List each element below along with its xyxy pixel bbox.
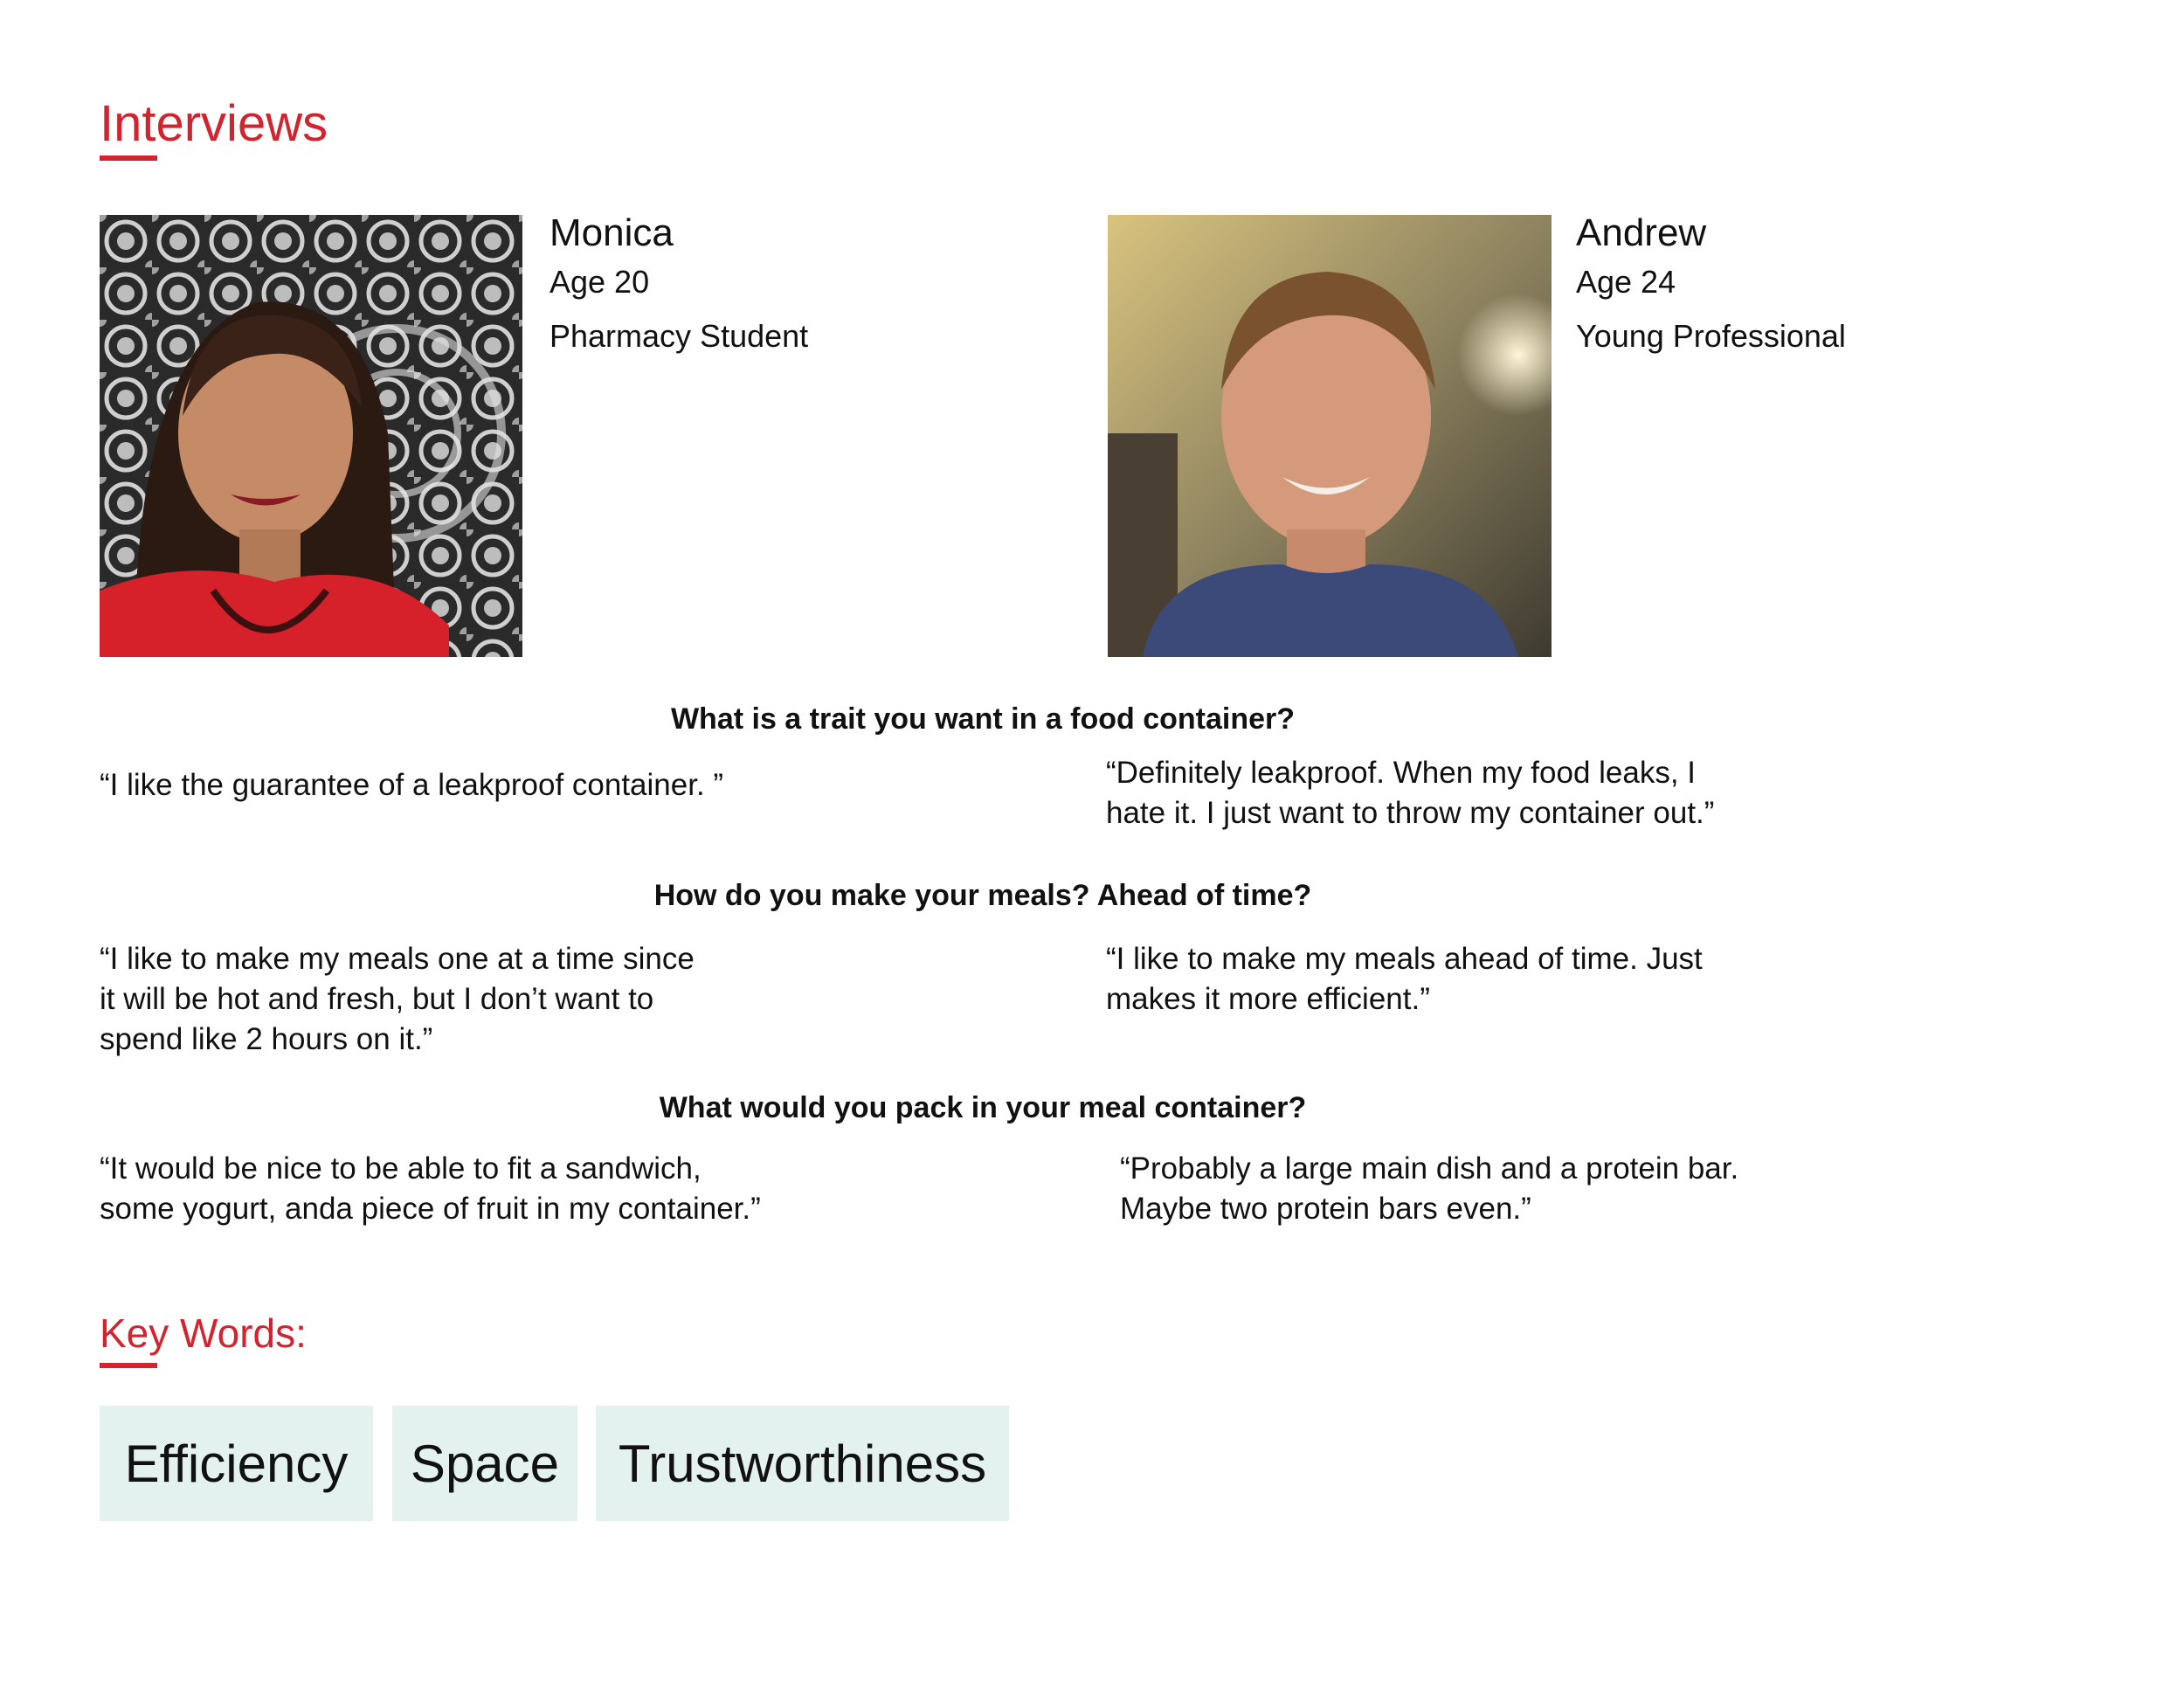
andrew-answer-2: “I like to make my meals ahead of time. Just makes it more efficient.” (1106, 942, 1703, 1016)
monica-answer-2: “I like to make my meals one at a time since it will be hot and fresh, but I don’t want to spend like 2 hours on it.” (100, 942, 695, 1056)
keyword-chip-space: Space (392, 1406, 577, 1521)
andrew-photo (1108, 215, 1552, 657)
monica-answer-3: “It would be nice to be able to fit a sandwich, some yogurt, anda piece of fruit in my container.” (100, 1151, 761, 1226)
andrew-answer-1: “Definitely leakproof. When my food leaks, I hate it. I just want to throw my container out.” (1106, 756, 1715, 830)
andrew-answer-3: “Probably a large main dish and a protein bar. Maybe two protein bars even.” (1120, 1151, 1739, 1226)
question-2: How do you make your meals? Ahead of time? (653, 879, 1312, 912)
keywords-underline (100, 1363, 157, 1368)
portrait-photo-icon (1108, 215, 1552, 657)
monica-age: Age 20 (549, 264, 650, 300)
andrew-occupation: Young Professional (1576, 318, 1846, 354)
keyword-chip-trustworthiness: Trustworthiness (596, 1406, 1009, 1521)
question-1: What is a trait you want in a food container? (670, 702, 1296, 736)
monica-occupation: Pharmacy Student (549, 318, 809, 354)
question-3: What would you pack in your meal container? (659, 1091, 1307, 1124)
monica-answer-1: “I like the guarantee of a leakproof container. ” (100, 768, 724, 802)
andrew-age: Age 24 (1576, 264, 1676, 300)
portrait-photo-icon (100, 215, 522, 657)
keyword-chip-efficiency: Efficiency (100, 1406, 373, 1521)
andrew-name: Andrew (1576, 211, 1707, 254)
page-title: Interviews (100, 95, 328, 152)
monica-photo (100, 215, 522, 657)
keywords-title: Key Words: (100, 1310, 307, 1356)
title-underline (100, 156, 157, 161)
monica-name: Monica (549, 211, 674, 254)
